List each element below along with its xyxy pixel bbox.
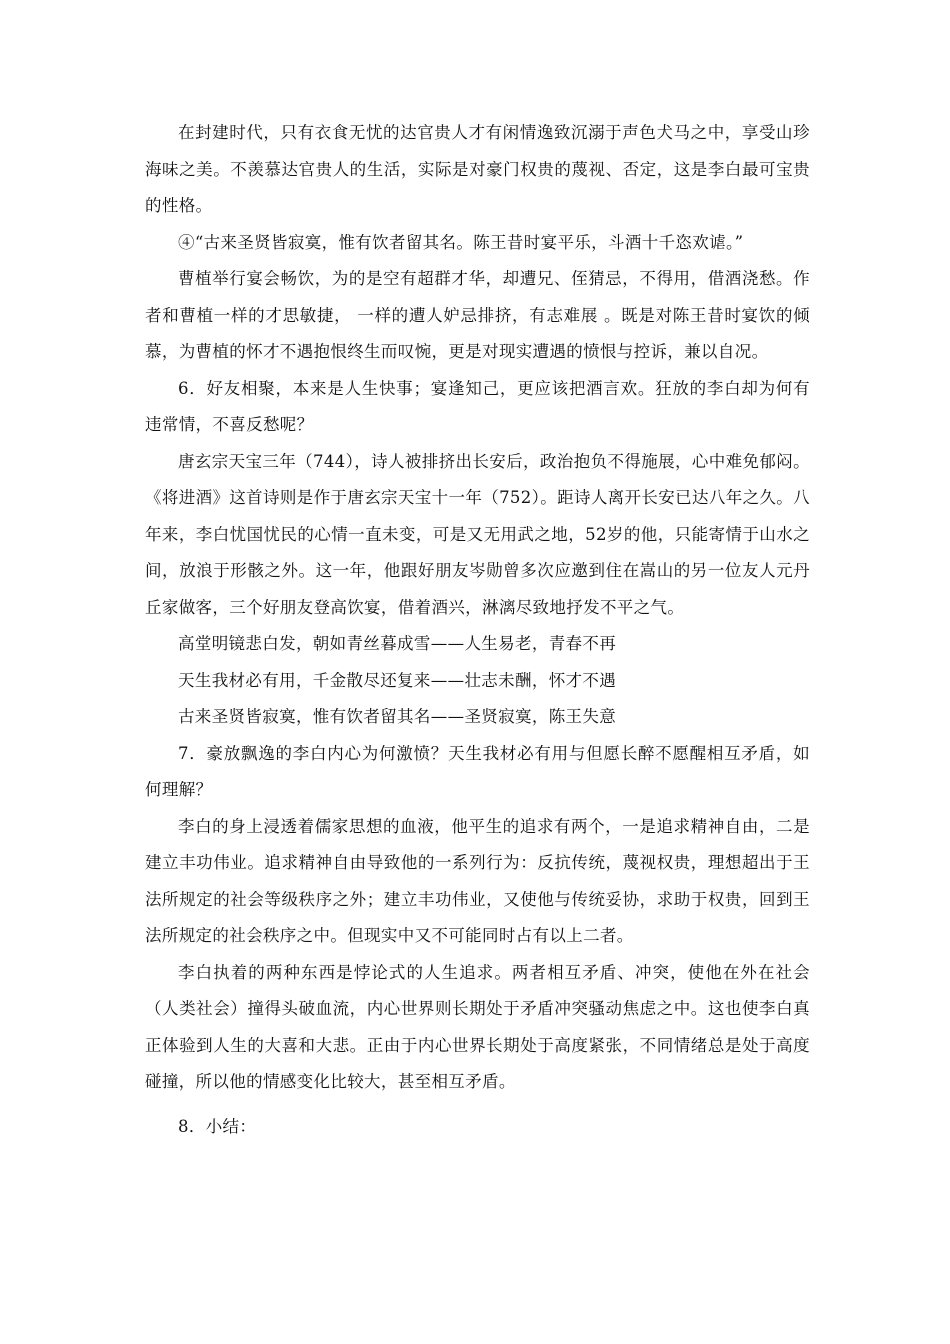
quote-ancient-sages: ④“古来圣贤皆寂寞，惟有饮者留其名。陈王昔时宴平乐，斗酒十千恣欢谑。” bbox=[178, 232, 744, 252]
verse-line-2: 天生我材必有用，千金散尽还复来——壮志未酬，怀才不遇 bbox=[178, 670, 617, 690]
paragraph-cao-zhi: 曹植举行宴会畅饮，为的是空有超群才华，却遭兄、侄猜忌，不得用，借酒浇愁。作者和曹植一样的才思敏捷， 一样的遭人妒忌排挤，有志难展 。既是对陈王昔时宴饮的倾慕，为曹植的怀才不遇抱恨终生而叹惋，更是对现实遭遇的愤恨与控诉，兼以自况。 bbox=[145, 269, 810, 361]
paragraph-tianbao: 唐玄宗天宝三年（744），诗人被排挤出长安后，政治抱负不得施展，心中难免郁闷。《将进酒》这首诗则是作于唐玄宗天宝十一年（752）。距诗人离开长安已达八年之久。八年来，李白忧国忧民的心情一直未变，可是又无用武之地，52岁的他，只能寄情于山水之间，放浪于形骸之外。这一年，他跟好朋友岑勋曾多次应邀到住在嵩山的另一位友人元丹丘家做客，三个好朋友登高饮宴，借着酒兴，淋漓尽致地抒发不平之气。 bbox=[145, 451, 810, 617]
paragraph-feudal-era: 在封建时代，只有衣食无忧的达官贵人才有闲情逸致沉溺于声色犬马之中，享受山珍海味之美。不羡慕达官贵人的生活，实际是对豪门权贵的蔑视、否定，这是李白最可宝贵的性格。 bbox=[145, 123, 810, 215]
document-body bbox=[145, 115, 810, 1145]
question-6: 6．好友相聚，本来是人生快事；宴逢知己，更应该把酒言欢。狂放的李白却为何有违常情，不喜反愁呢？ bbox=[145, 378, 810, 434]
verse-line-3: 古来圣贤皆寂寞，惟有饮者留其名——圣贤寂寞，陈王失意 bbox=[178, 707, 617, 726]
verse-line-1: 高堂明镜悲白发，朝如青丝暮成雪——人生易老，青春不再 bbox=[178, 634, 617, 653]
summary-heading: 8．小结： bbox=[178, 1116, 257, 1136]
paragraph-paradox: 李白执着的两种东西是悖论式的人生追求。两者相互矛盾、冲突，使他在外在社会（人类社会）撞得头破血流，内心世界则长期处于矛盾冲突骚动焦虑之中。这也使李白真正体验到人生的大喜和大悲。正由于内心世界长期处于高度紧张，不同情绪总是处于高度碰撞，所以他的情感变化比较大，甚至相互矛盾。 bbox=[145, 962, 810, 1091]
paragraph-confucian: 李白的身上浸透着儒家思想的血液，他平生的追求有两个，一是追求精神自由，二是建立丰功伟业。追求精神自由导致他的一系列行为：反抗传统，蔑视权贵，理想超出于王法所规定的社会等级秩序之外；建立丰功伟业，又使他与传统妥协，求助于权贵，回到王法所规定的社会秩序之中。但现实中又不可能同时占有以上二者。 bbox=[145, 816, 810, 945]
question-7: 7．豪放飘逸的李白内心为何激愤？天生我材必有用与但愿长醉不愿醒相互矛盾，如何理解？ bbox=[145, 743, 810, 799]
